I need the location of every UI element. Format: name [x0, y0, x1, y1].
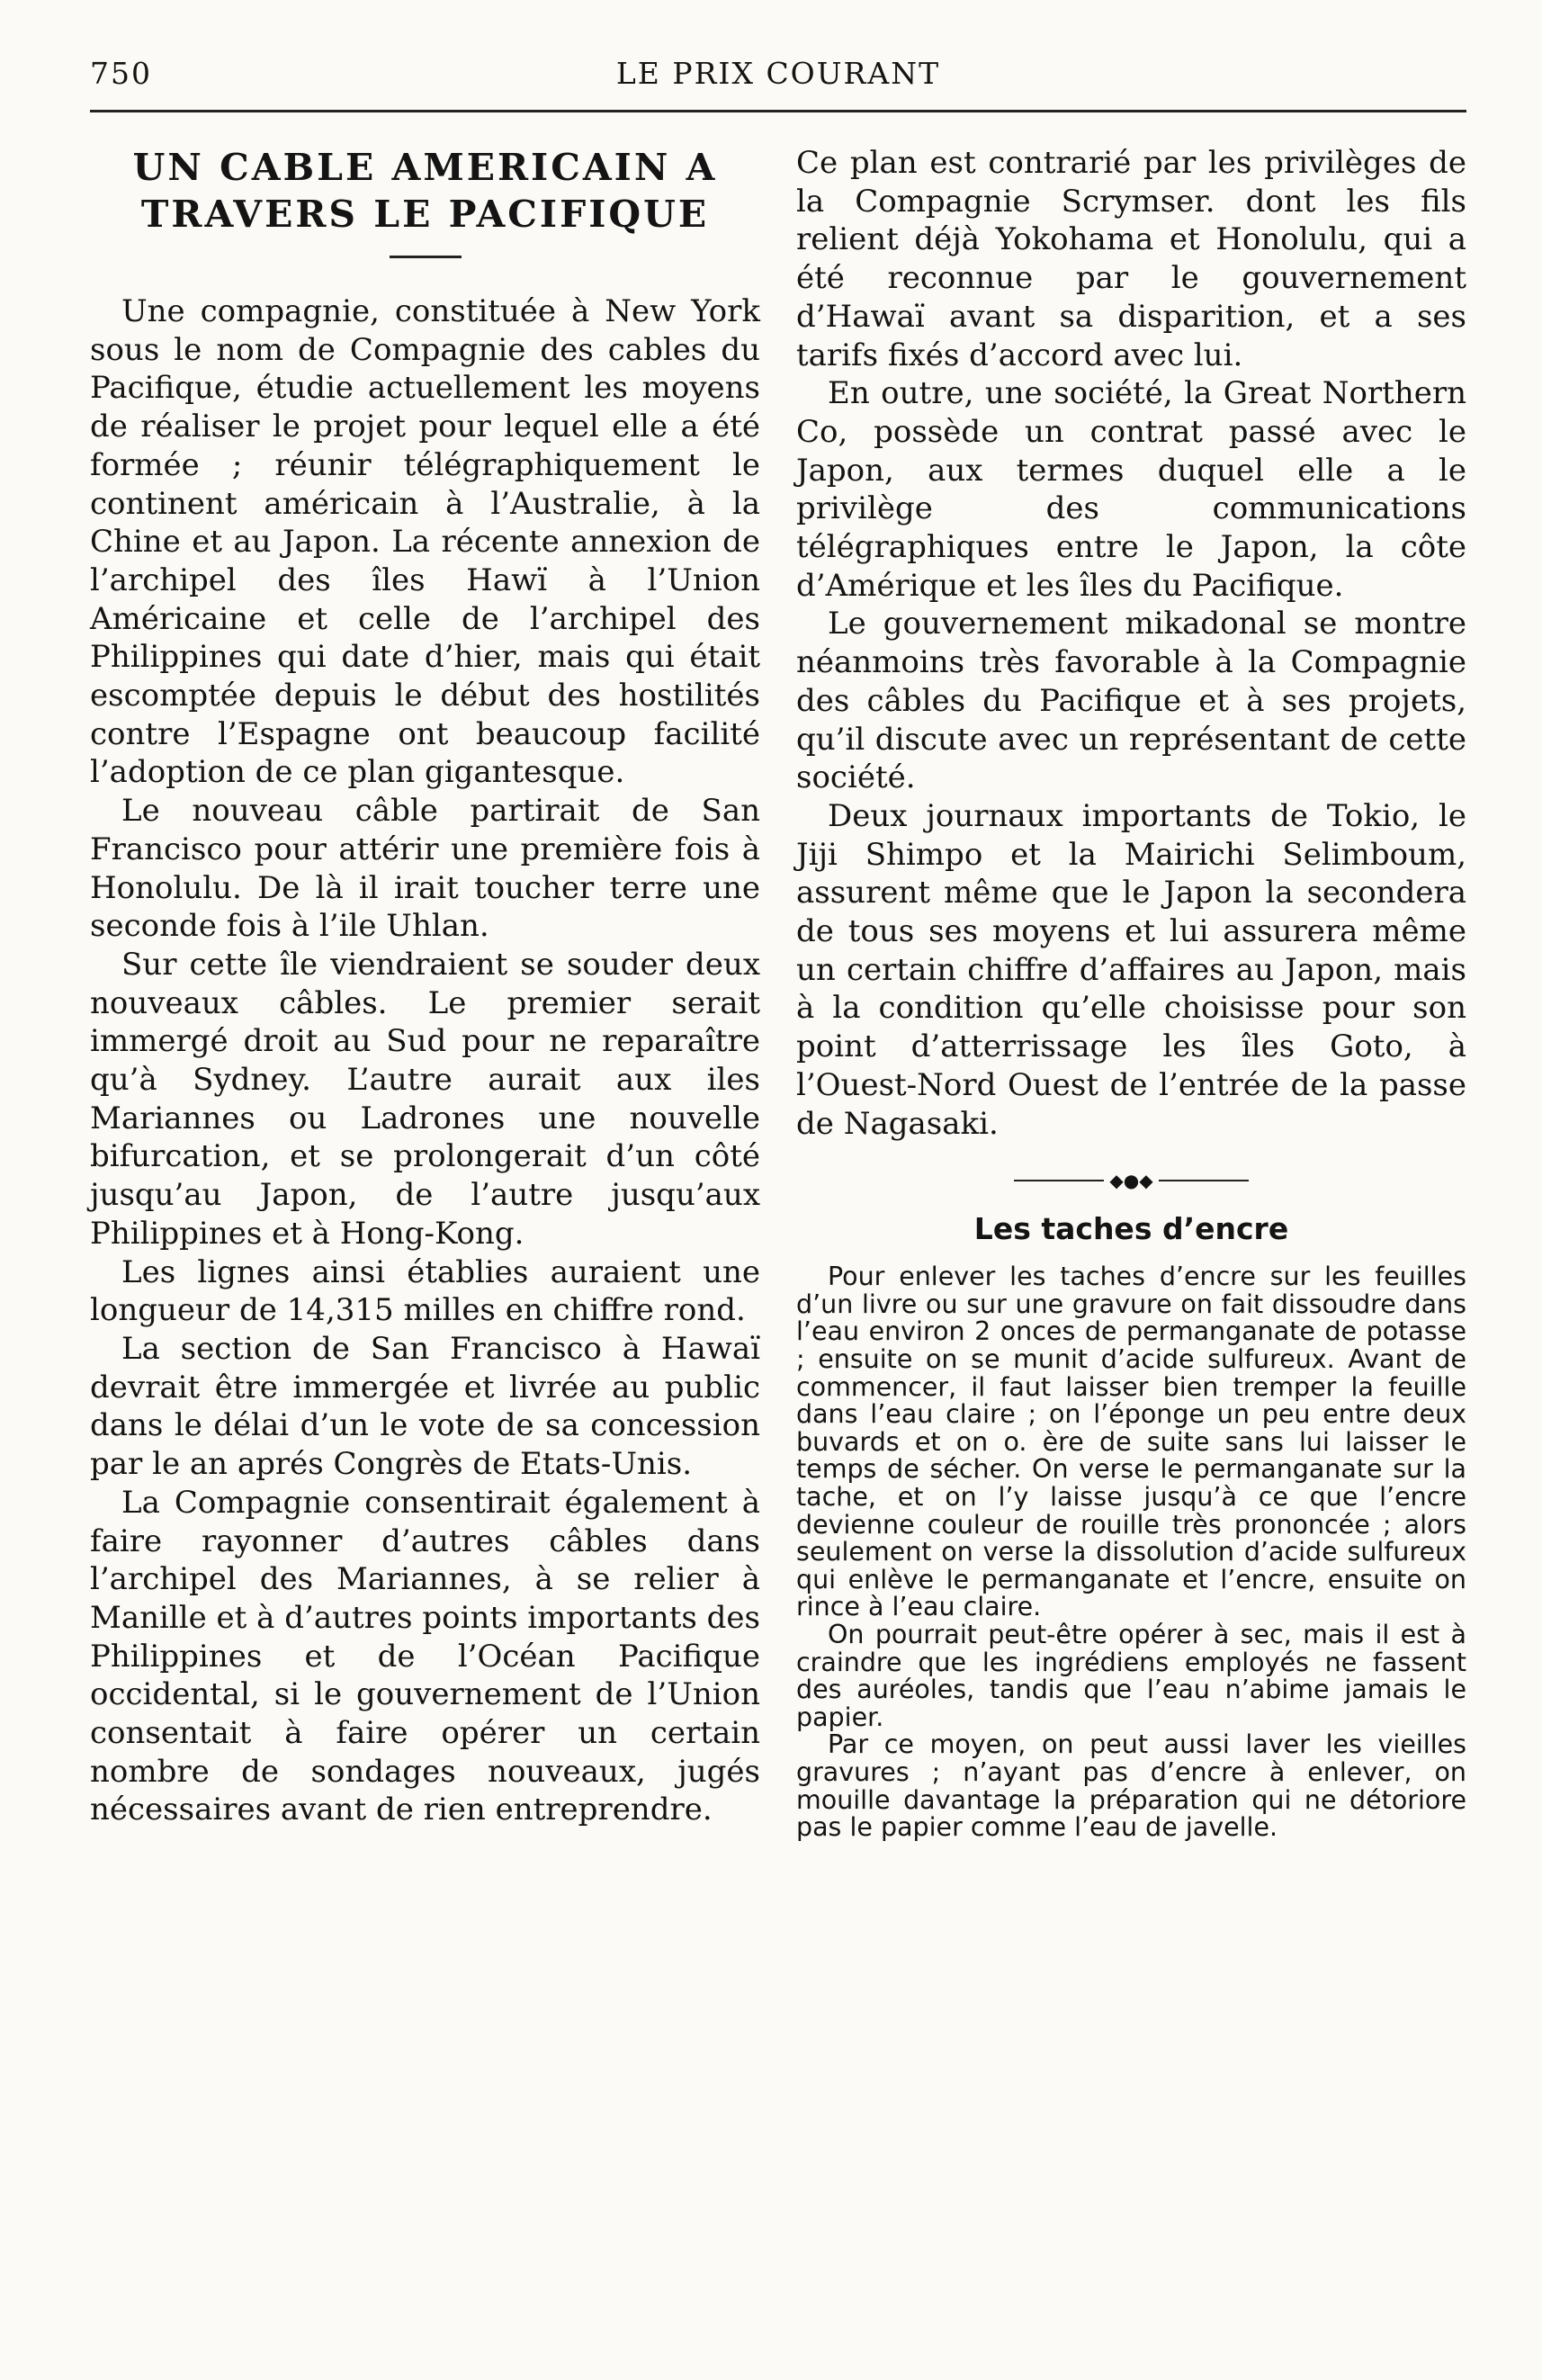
article-title: Les taches d’encre	[973, 1211, 1289, 1247]
paragraph: Pour enlever les taches d’encre sur les feuilles d’un livre ou sur une gravure on fait dissoudre dans l’eau environ 2 onces de permanganate de potasse ; ensuite on se munit d’acide sulfureux. Avant de commencer, il faut laisser bien tremper la feuille dans l’eau claire ; on l’éponge un peu entre deux buvards et on o. ère de suite sans lui laisser le temps de sécher. On verse le permanganate sur la tache, et on l’y laisse jusqu’à ce que l’encre devienne couleur de rouille très prononcée ; alors seulement on verse la dissolution d’acide sulfureux qui enlève le permanganate et l’encre, ensuite on rince à l’eau claire.	[796, 1262, 1466, 1622]
paragraph: Deux journaux importants de Tokio, le Jiji Shimpo et la Mairichi Selimboum, assurent même que le Japon la secondera de tous ses moyens et lui assurera même un certain chiffre d’affaires au Japon, mais à la condition qu’elle choisisse pour son point d’atterrissage les îles Goto, à l’Ouest-Nord Ouest de l’entrée de la passe de Nagasaki.	[796, 797, 1466, 1142]
paragraph: La Compagnie consentirait également à faire rayonner d’autres câbles dans l’archipel des Mariannes, à se relier à Manille et à d’autres points importants des Philippines et de l’Océan Pacifique occidental, si le gouvernement de l’Union consentait à faire opérer un certain nombre de sondages nouveaux, jugés nécessaires avant de rien entreprendre.	[90, 1484, 760, 1828]
article-title: UN CABLE AMERICAIN A TRAVERS LE PACIFIQUE	[132, 146, 718, 236]
page-header	[90, 56, 1466, 101]
paragraph: Le gouvernement mikadonal se montre néanmoins très favorable à la Compagnie des câbles du Pacifique et à ses projets, qu’il discute avec un représentant de cette société.	[796, 606, 1466, 796]
ornament-icon: ◆●◆	[1109, 1170, 1153, 1192]
paragraph: Par ce moyen, on peut aussi laver les vieilles gravures ; n’ayant pas d’encre à enlever, on mouille davantage la préparation qui ne détoriore pas le papier comme l’eau de javelle.	[796, 1729, 1466, 1843]
paragraph: On pourrait peut-être opérer à sec, mais il est à craindre que les ingrédiens employés ne fassent des auréoles, tandis que l’eau n’abime jamais le papier.	[796, 1620, 1466, 1732]
divider-line	[1159, 1180, 1249, 1181]
section-divider	[796, 1170, 1466, 1191]
left-column	[90, 144, 760, 1829]
header-rule	[90, 110, 1466, 112]
paragraph: Le nouveau câble partirait de San Francisco pour attérir une première fois à Honolulu. De là il irait toucher terre une seconde fois à l’ile Uhlan.	[90, 793, 760, 945]
paragraph: En outre, une société, la Great Northern Co, possède un contrat passé avec le Japon, aux termes duquel elle a le privilège des communications télégraphiques entre le Japon, la côte d’Amérique et les îles du Pacifique.	[796, 375, 1466, 604]
page-number: 750	[90, 56, 152, 91]
divider-line	[1014, 1180, 1104, 1181]
paragraph: La section de San Francisco à Hawaï devrait être immergée et livrée au public dans le délai d’un le vote de sa concession par le an aprés Congrès de Etats-Unis.	[90, 1330, 760, 1483]
title-rule	[390, 256, 462, 258]
paragraph: Ce plan est contrarié par les privilèges de la Compagnie Scrymser. dont les fils relient déjà Yokohama et Honolulu, qui a été reconnue par le gouvernement d’Hawaï avant sa disparition, et a ses tarifs fixés d’accord avec lui.	[796, 145, 1466, 373]
right-column	[796, 144, 1466, 1842]
paragraph: Les lignes ainsi établies auraient une longueur de 14,315 milles en chiffre rond.	[90, 1253, 760, 1329]
paragraph: Une compagnie, constituée à New York sous le nom de Compagnie des cables du Pacifique, étudie actuellement les moyens de réaliser le projet pour lequel elle a été formée ; réunir télégraphiquement le continent américain à l’Australie, à la Chine et au Japon. La récente annexion de l’archipel des îles Hawï à l’Union Américaine et celle de l’archipel des Philippines qui date d’hier, mais qui était escomptée depuis le début des hostilités contre l’Espagne ont beaucoup facilité l’adoption de ce plan gigantesque.	[90, 293, 760, 791]
running-title: LE PRIX COURANT	[615, 56, 941, 91]
paragraph: Sur cette île viendraient se souder deux nouveaux câbles. Le premier serait immergé droit au Sud pour ne reparaître qu’à Sydney. L’autre aurait aux iles Mariannes ou Ladrones une nouvelle bifurcation, et se prolongerait d’un côté jusqu’au Japon, de l’autre jusqu’aux Philippines et à Hong-Kong.	[90, 946, 760, 1252]
